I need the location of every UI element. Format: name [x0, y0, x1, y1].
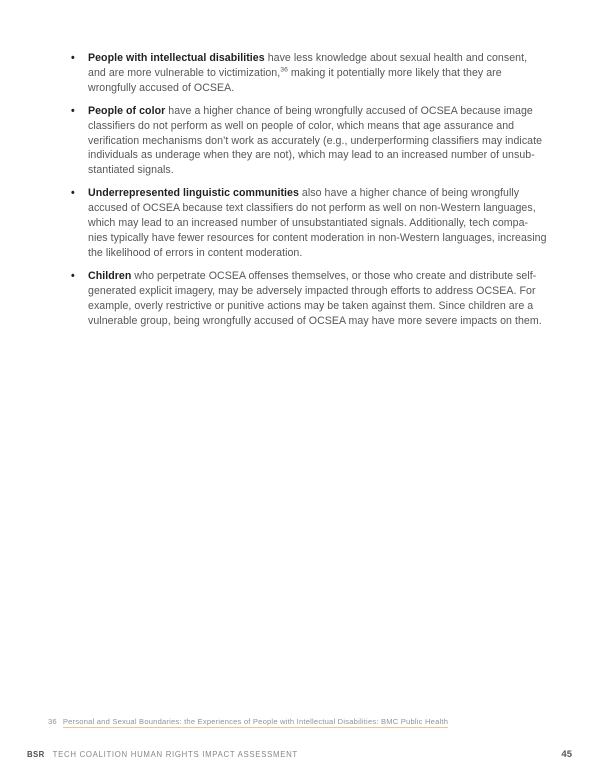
- bullet-body: have a higher chance of being wrongfully accused of OCSEA because image classifiers do not perform as well on people of color, which means that age assurance and verification mechanisms don’t work as accurately (e.g., underperforming classifiers may indicate individuals as underage when they are not), which may lead to an increased number of unsub-stantiated signals.: [88, 104, 543, 177]
- bullet-lead: Underrepresented linguistic communities: [88, 187, 299, 200]
- footer-left: [27, 750, 298, 759]
- bullet-item-children: [71, 269, 549, 329]
- footnote-number: 36: [48, 717, 57, 726]
- bullet-glyph: [71, 104, 88, 179]
- footnote-link[interactable]: Personal and Sexual Boundaries: the Experiences of People with Intellectual Disabilities: BMC Public Health: [62, 717, 449, 726]
- bullet-glyph: [71, 51, 88, 96]
- footer-document-title: TECH COALITION HUMAN RIGHTS IMPACT ASSESSMENT: [52, 750, 298, 759]
- bullet-body: who perpetrate OCSEA offenses themselves, or those who create and distribute self-generated explicit imagery, may be adversely impacted through efforts to address OCSEA. For example, overly restrictive or punitive actions may be taken against them. Since children are a vulnerable group, being wrongfully accused of OCSEA may have more severe impacts on them.: [88, 269, 542, 327]
- bullet-paragraph: [88, 104, 547, 179]
- bullet-paragraph: [88, 186, 547, 261]
- bullet-lead: People of color: [88, 104, 166, 117]
- page-number: 45: [561, 749, 572, 760]
- bullet-item-linguistic-communities: [71, 186, 549, 261]
- bullet-item-intellectual-disabilities: [71, 51, 549, 96]
- bullet-glyph: [71, 269, 88, 329]
- bullet-paragraph: [88, 51, 547, 96]
- bullet-item-people-of-color: [71, 104, 549, 179]
- bullet-body: making it potentially more likely that they are wrongfully accused of OCSEA.: [88, 66, 502, 94]
- bullet-lead: Children: [88, 269, 132, 282]
- page-footer: [27, 749, 572, 760]
- bullet-list: [71, 51, 549, 336]
- footnote: [48, 717, 448, 726]
- bullet-lead: People with intellectual disabilities: [88, 52, 265, 64]
- bullet-body: also have a higher chance of being wrongfully accused of OCSEA because text classifiers do not perform as well on non-Western languages, which may lead to an increased number of unsubstantiated signals. Additionally, tech compa-nies typically have fewer resources for content moderation in non-Western languages, increasing the likelihood of errors in content moderation.: [88, 187, 547, 259]
- bullet-glyph: [71, 186, 88, 261]
- bsr-logo: BSR: [27, 750, 45, 759]
- bullet-paragraph: [88, 269, 547, 329]
- bullet-body: have less knowledge about sexual health and consent, and are more vulnerable to victimization,: [88, 52, 528, 79]
- footnote-reference: 36: [280, 66, 288, 74]
